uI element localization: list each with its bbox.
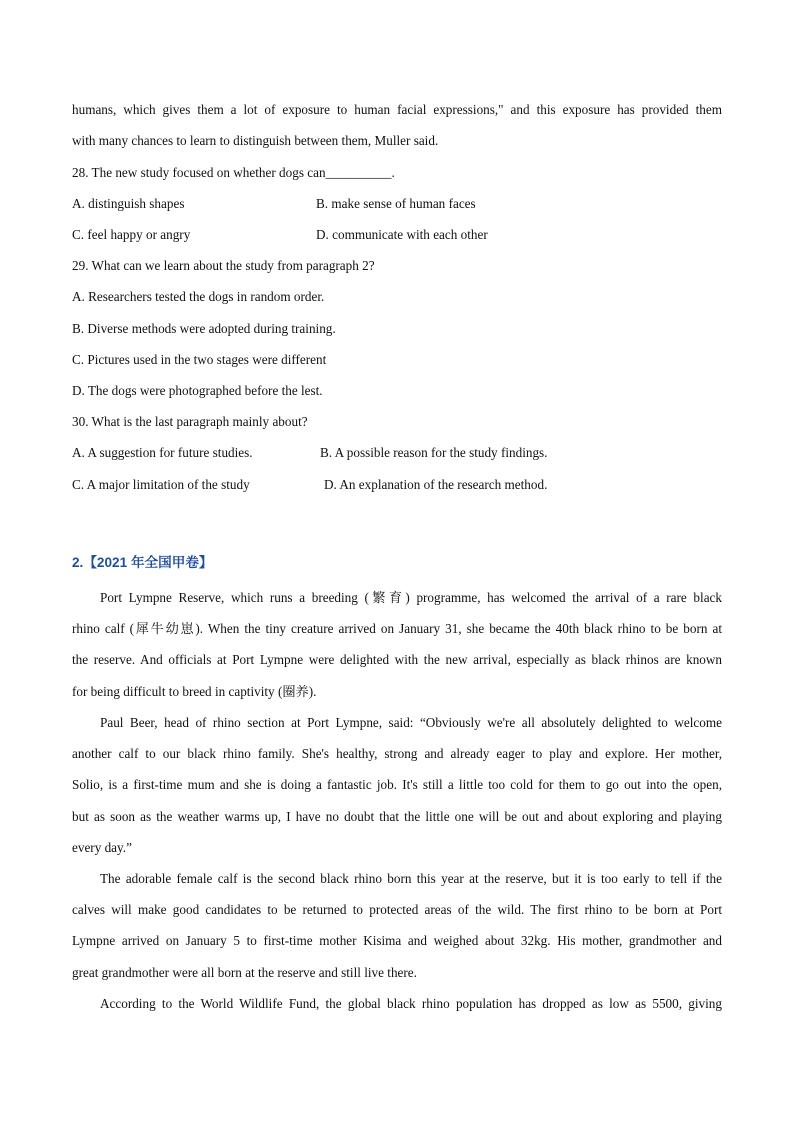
passage-line: calves will make good candidates to be returned to protected areas of the wild. The first rhino to be born at Port: [72, 902, 722, 917]
option-b: B. Diverse methods were adopted during training.: [72, 321, 336, 336]
passage-line: for being difficult to breed in captivity (圈养).: [72, 684, 317, 699]
passage-line: another calf to our black rhino family. She's healthy, strong and already eager to play and explore. Her mother,: [72, 746, 722, 761]
passage-line: every day.”: [72, 840, 132, 855]
passage-line: Lympne arrived on January 5 to first-time mother Kisima and weighed about 32kg. His mother, grandmother and: [72, 933, 722, 948]
passage-line: rhino calf (犀牛幼崽). When the tiny creature arrived on January 31, she became the 40th black rhino to be born at: [72, 621, 722, 636]
passage-line: the reserve. And officials at Port Lympne were delighted with the new arrival, especially as black rhinos are known: [72, 652, 722, 667]
option-b: B. make sense of human faces: [316, 196, 476, 211]
option-c: C. Pictures used in the two stages were different: [72, 352, 327, 367]
question-stem: 28. The new study focused on whether dogs can__________.: [72, 165, 395, 180]
passage-line: According to the World Wildlife Fund, the global black rhino population has dropped as low as 5500, giving: [100, 996, 722, 1011]
passage-line: Paul Beer, head of rhino section at Port Lympne, said: “Obviously we're all absolutely delighted to welcome: [100, 715, 722, 730]
passage-line: with many chances to learn to distinguish between them, Muller said.: [72, 133, 439, 148]
question-stem: 30. What is the last paragraph mainly about?: [72, 414, 308, 429]
option-a: A. A suggestion for future studies.: [72, 445, 253, 460]
passage-line: Solio, is a first-time mum and she is doing a fantastic job. It's still a little too cold for them to go out into the open,: [72, 777, 722, 792]
question-stem: 29. What can we learn about the study from paragraph 2?: [72, 258, 375, 273]
option-c: C. A major limitation of the study: [72, 477, 250, 492]
passage-line: The adorable female calf is the second black rhino born this year at the reserve, but it is too early to tell if the: [100, 871, 722, 886]
passage-line: but as soon as the weather warms up, I have no doubt that the little one will be out and about exploring and playing: [72, 809, 722, 824]
option-b: B. A possible reason for the study findings.: [320, 445, 548, 460]
passage-line: great grandmother were all born at the reserve and still live there.: [72, 965, 417, 980]
section-heading: 2.【2021 年全国甲卷】: [72, 555, 213, 570]
option-c: C. feel happy or angry: [72, 227, 191, 242]
option-a: A. distinguish shapes: [72, 196, 185, 211]
passage-line: Port Lympne Reserve, which runs a breeding (繁育) programme, has welcomed the arrival of a rare black: [100, 590, 722, 605]
option-d: D. The dogs were photographed before the lest.: [72, 383, 323, 398]
passage-line: humans, which gives them a lot of exposure to human facial expressions," and this exposure has provided them: [72, 102, 722, 117]
option-a: A. Researchers tested the dogs in random order.: [72, 289, 325, 304]
option-d: D. communicate with each other: [316, 227, 488, 242]
option-d: D. An explanation of the research method.: [324, 477, 548, 492]
